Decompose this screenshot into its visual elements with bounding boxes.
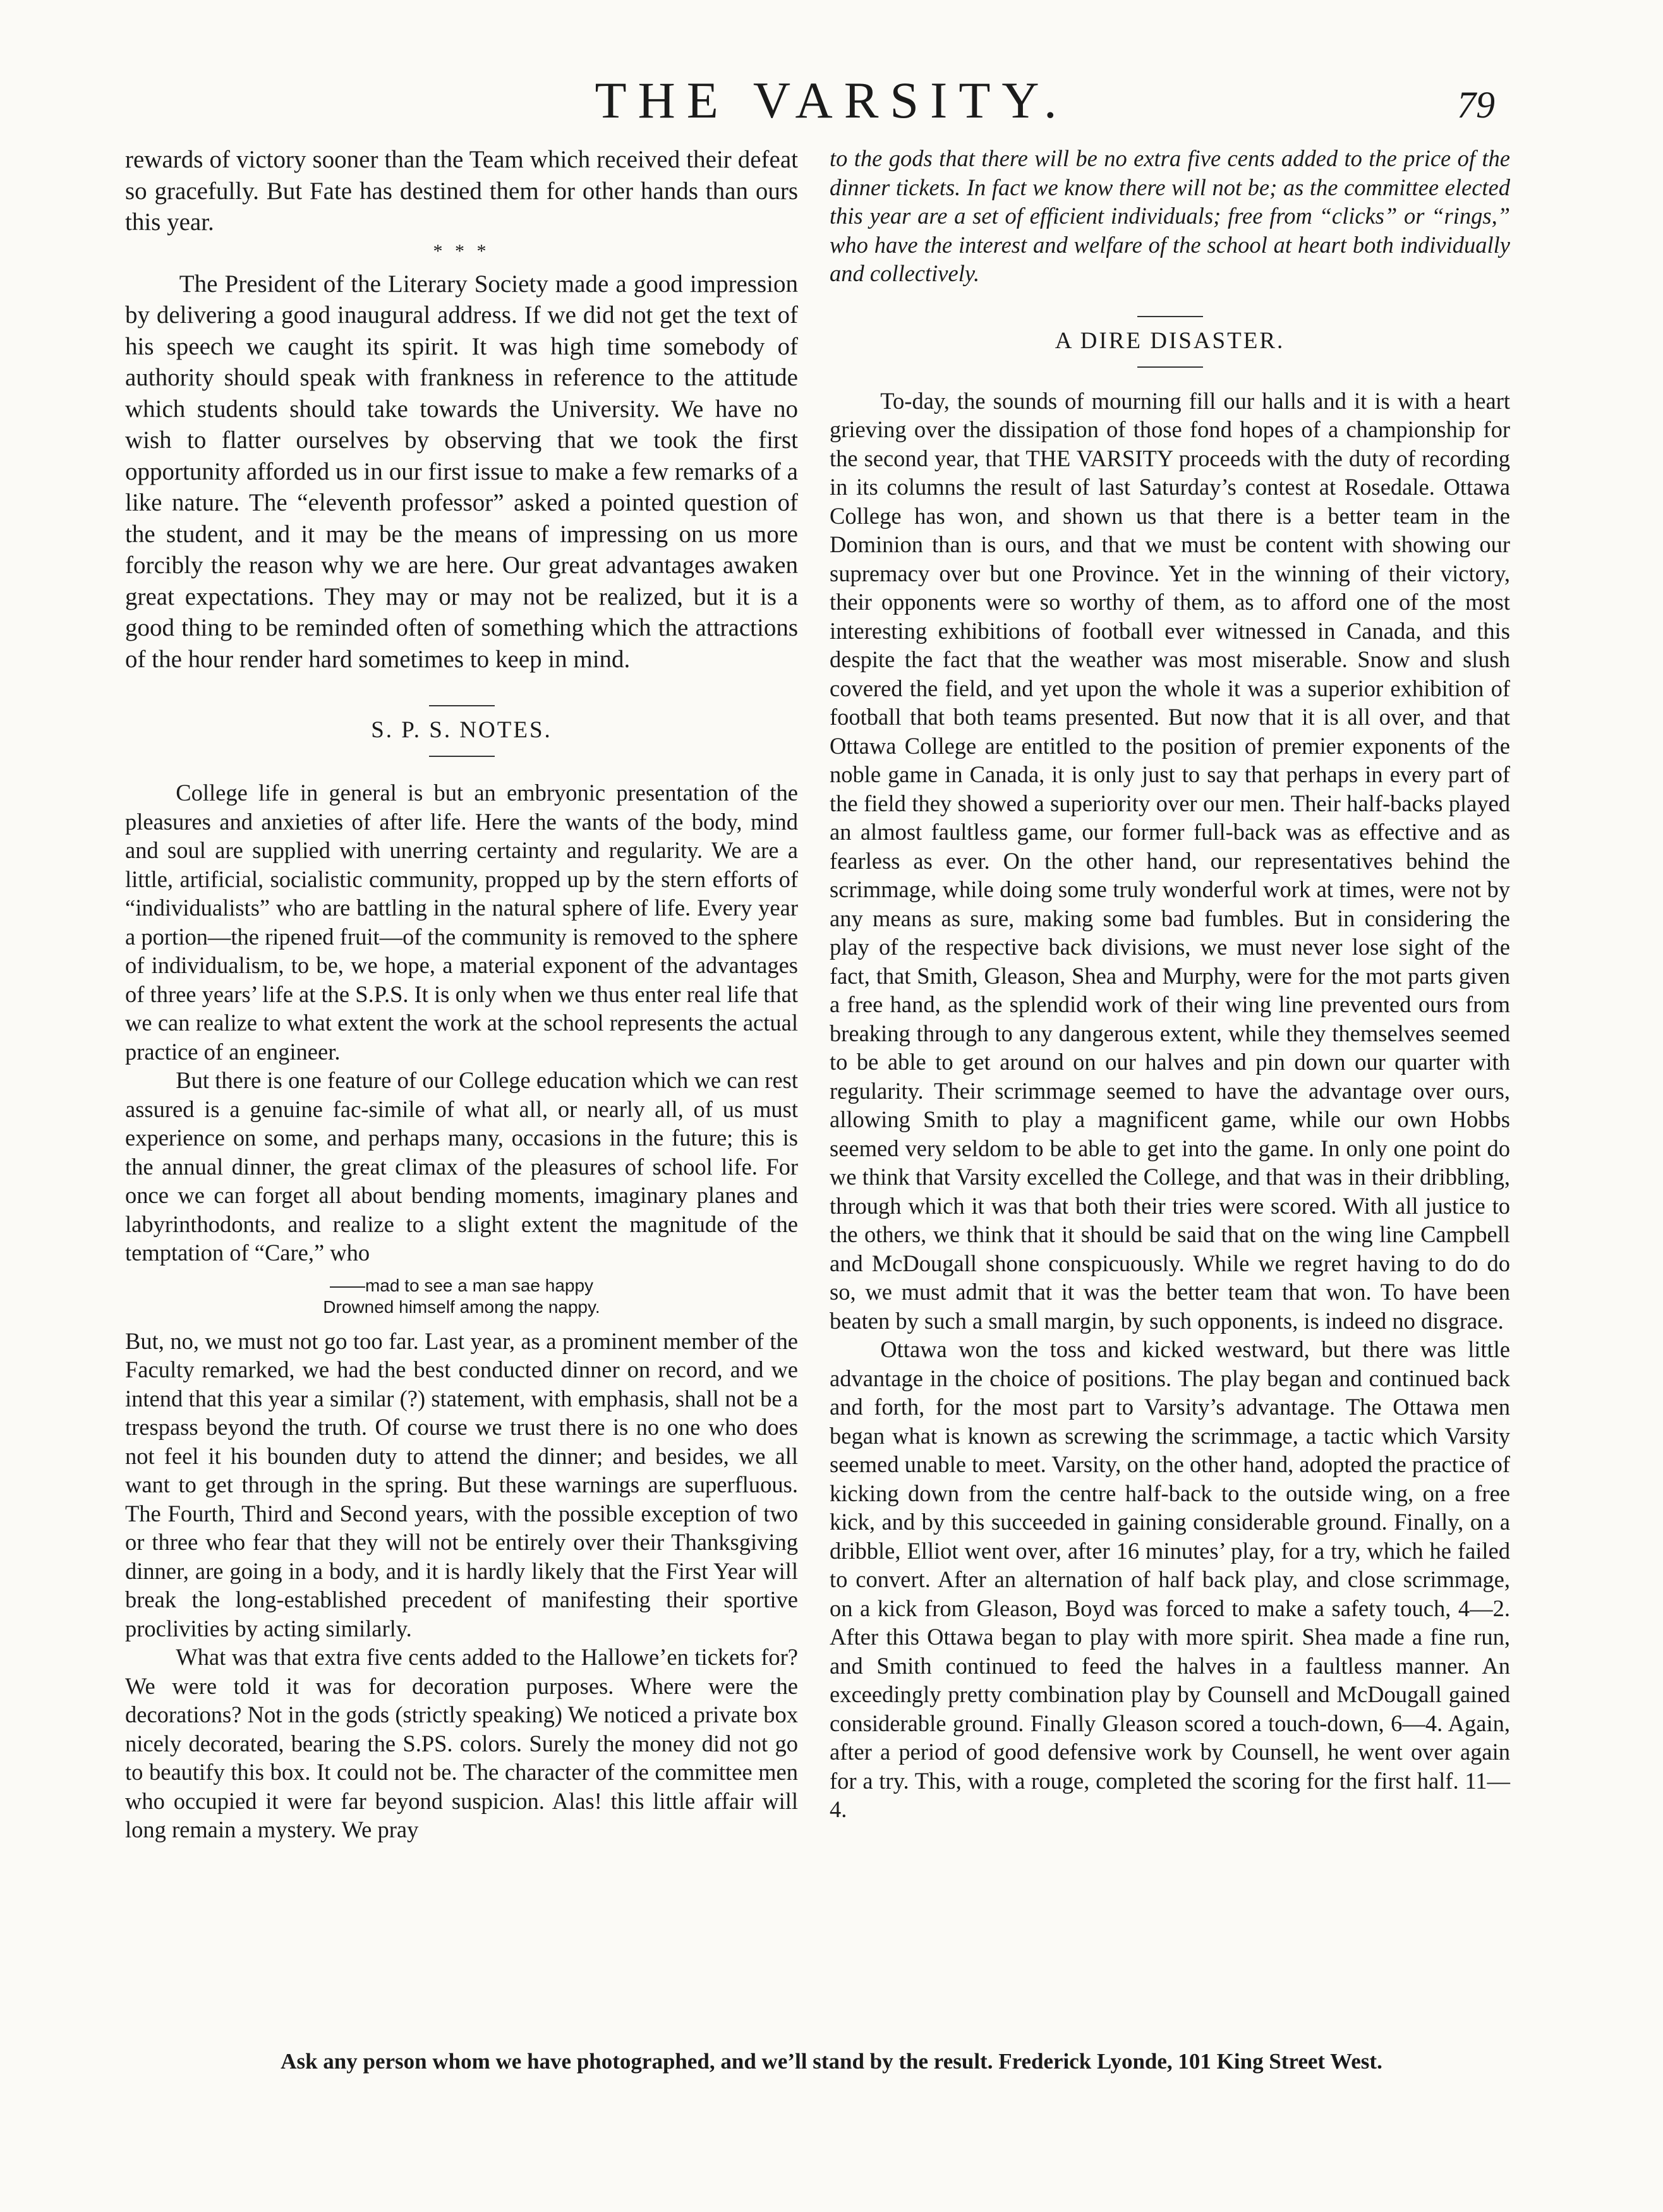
sps-continuation [830, 144, 1510, 288]
dire-disaster-heading: A DIRE DISASTER. [1055, 327, 1285, 354]
editorial-block [125, 144, 798, 675]
left-column [125, 144, 798, 1844]
editorial-opening: rewards of victory sooner than the Team which received their defeat so gracefully. But Fate has destined them for other hands than ours this year. [125, 146, 798, 236]
right-column [830, 144, 1510, 1824]
sps-notes-heading: S. P. S. NOTES. [371, 717, 552, 743]
masthead: THE VARSITY. [595, 71, 1068, 129]
verse-line-1: ——mad to see a man sae happy [329, 1275, 594, 1295]
sps-paragraph-2: But there is one feature of our College education which we can rest assured is a genuine fac-simile of what all, or nearly all, of us must experience on some, and perhaps many, occasions in the future; this is the annual dinner, the great climax of the pleasures of school life. For once we can forget all about bending moments, imaginary planes and labyrinthodonts, and realize to a slight extent the magnitude of the temptation of “Care,” who [125, 1067, 798, 1266]
editorial-president: The President of the Literary Society made a good impression by delivering a good inaugural address. If we did not get the text of his speech we caught its spirit. It was high time somebody of authority should speak with frankness in reference to the attitude which students should take towards the University. We have no wish to flatter ourselves by observing that we took the first opportunity afforded us in our first issue to make a few remarks of a like nature. The “eleventh professor” asked a pointed question of the student, and it may be the means of impressing on us more forcibly the reason why we are here. Our great advantages awaken great expectations. They may or may not be realized, but it is a good thing to be reminded often of something which the attractions of the hour render hard sometimes to keep in mind. [125, 270, 798, 673]
sps-paragraph-4: What was that extra five cents added to the Hallowe’en tickets for? We were told it was for decoration purposes. Where were the decorations? Not in the gods (strictly speaking) We noticed a private box nicely decorated, bearing the S.PS. colors. Surely the money did not go to beautify this box. It could not be. The character of the committee men who occupied it were far beyond suspicion. Alas! this little affair will long remain a mystery. We pray [125, 1644, 798, 1842]
disaster-paragraph-2: Ottawa won the toss and kicked westward, but there was little advantage in the choice of positions. The play began and continued back and forth, for the most part to Varsity’s advantage. The Ottawa men began what is known as screwing the scrimmage, a tactic which Varsity seemed unable to meet. Varsity, on the other hand, adopted the practice of kicking down from the centre half-back to the outside wing, on a free kick, and by this succeeded in gaining considerable ground. Finally, on a dribble, Elliot went over, after 16 minutes’ play, for a try, which he failed to convert. After an alternation of half back play, and close scrimmage, on a kick from Gleason, Boyd was forced to make a safety touch, 4—2. After this Ottawa began to play with more spirit. Shea made a fine run, and Smith continued to feed the halves in a faultless manner. An exceedingly pretty combination play by Counsell and McDougall gained considerable ground. Finally Gleason scored a touch-down, 6—4. Again, after a period of good defensive work by Counsell, he went over again for a try. This, with a rouge, completed the scoring for the first half. 11—4. [830, 1336, 1510, 1822]
section-rule [429, 705, 495, 706]
sps-paragraph-1: College life in general is but an embryonic presentation of the pleasures and anxieties of after life. Here the wants of the body, mind and soul are supplied with unerring certainty and regularity. We are a little, artificial, socialistic community, propped up by the stern efforts of “individualists” who are battling in the natural sphere of life. Every year a portion—the ripened fruit—of the community is removed to the sphere of individualism, to be, we hope, a material exponent of the advantages of three years’ life at the S.P.S. It is only when we thus enter real life that we can realize to what extent the work at the school represents the actual practice of an engineer. [125, 780, 798, 1065]
disaster-paragraph-1: To-day, the sounds of mourning fill our halls and it is with a heart grieving over the dissipation of those fond hopes of a championship for the second year, that THE VARSITY proceeds with the duty of recording in its columns the result of last Saturday’s contest at Rosedale. Ottawa College has won, and shown us that there is a better team in the Dominion than is ours, and that we must be content with showing our supremacy over but one Province. Yet in the winning of their victory, their opponents were so worthy of them, as to afford one of the most interesting exhibitions of football ever witnessed in Canada, and this despite the fact that the weather was most miserable. Snow and slush covered the field, and yet upon the whole it was a superior exhibition of football that both teams presented. But now that it is all over, and that Ottawa College are entitled to the position of premier exponents of the noble game in Canada, it is only just to say that perhaps in every part of the field they showed a superiority over our men. Their half-backs played an almost faultless game, our former full-back was as effective and as fearless as ever. On the other hand, our representatives behind the scrimmage, while doing some truly wonderful work at times, were not by any means as sure, making some bad fumbles. But in considering the play of the respective back divisions, we must never lose sight of the fact, that Smith, Gleason, Shea and Murphy, were for the mot parts given a free hand, as the splendid work of their wing line prevented ours from breaking through to any dangerous extent, while they themselves seemed to be able to get around on our halves and pin down our quarter with regularity. Their scrimmage seemed to have the advantage over ours, allowing Smith to play a magnificent game, while our own Hobbs seemed very seldom to be able to get into the game. In only one point do we think that Varsity excelled the College, and that was in their dribbling, through which it was that both their tries were scored. With all justice to the others, we think that it should be said that on the wing line Campbell and McDougall shone conspicuously. While we regret having to do do so, we must admit that it was the better team that won. To have been beaten by such a small margin, by such opponents, is indeed no disgrace. [830, 387, 1510, 1334]
verse-quote [125, 1275, 798, 1318]
footer-advertisement: Ask any person whom we have photographed, and we’ll stand by the result. Frederick Lyonde, 101 King Street West. [281, 2049, 1382, 2074]
asterism: * * * [433, 240, 490, 262]
page-header [0, 71, 1663, 138]
sps-paragraph-3: But, no, we must not go too far. Last year, as a prominent member of the Faculty remarked, we had the best conducted dinner on record, and we intend that this year a similar (?) statement, with emphasis, shall not be a trespass beyond the truth. Of course we trust there is no one who does not feel it his bounden duty to attend the dinner; and besides, we all want to get through in the spring. But these warnings are superfluous. The Fourth, Third and Second years, with the possible exception of two or three who fear that they will not be entirely over their Thanksgiving dinner, are going in a body, and it is hardly likely that the First Year will break the long-established precedent of manifesting their sportive proclivities by acting similarly. [125, 1327, 798, 1641]
continuation-paragraph: to the gods that there will be no extra five cents added to the price of the dinner tickets. In fact we know there will not be; as the committee elected this year are a set of efficient individuals; free from “clicks” or “rings,” who have the interest and welfare of the school at heart both individually and collectively. [830, 145, 1510, 286]
section-rule [1137, 316, 1203, 317]
verse-line-2: Drowned himself among the nappy. [323, 1296, 600, 1317]
page-number: 79 [1457, 84, 1495, 126]
